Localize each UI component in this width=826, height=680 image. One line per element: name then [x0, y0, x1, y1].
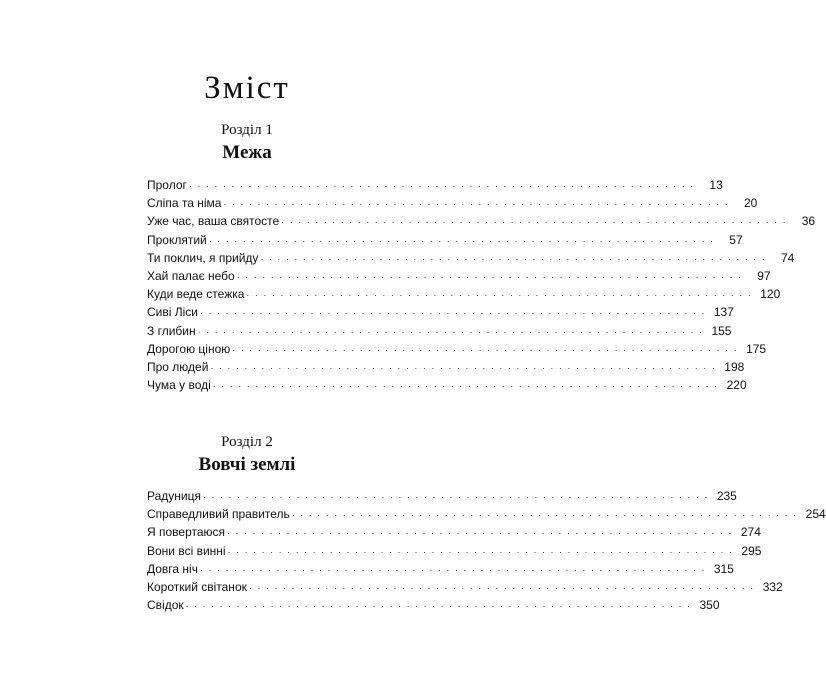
toc-entry-page: 198 — [724, 359, 745, 374]
toc-entry — [147, 231, 743, 249]
dot-leader: · · · · · · · · · · · · · · · · · · · · · · · · · · · · · · · · · · · · · · · · · · · · · · · · · · · · · · · · · · · · — [236, 271, 743, 282]
dot-leader: · · · · · · · · · · · · · · · · · · · · · · · · · · · · · · · · · · · · · · · · · · · · · · · · · · · · · · · · · · · · — [281, 217, 788, 228]
toc-entry — [147, 560, 734, 578]
dot-leader: · · · · · · · · · · · · · · · · · · · · · · · · · · · · · · · · · · · · · · · · · · · · · · · · · · · · · · · · · · · · — [223, 199, 730, 210]
toc-entry-page: 13 — [709, 178, 723, 192]
part-2-label: Розділ 2 — [221, 434, 273, 450]
toc-entry — [147, 267, 771, 285]
part-1-title: Межа — [222, 142, 272, 163]
toc-entry-title: Сліпа та німа — [147, 196, 222, 211]
toc-entry-page: 220 — [726, 378, 747, 393]
dot-leader: · · · · · · · · · · · · · · · · · · · · · · · · · · · · · · · · · · · · · · · · · · · · · · · · · · · · · · · · · · · · — [227, 546, 734, 557]
toc-entry-page: 97 — [757, 268, 771, 283]
toc-entry — [147, 322, 732, 340]
toc-entry-title: Дорогою ціною — [147, 341, 231, 356]
toc-entry-title: Радуниця — [147, 489, 201, 503]
dot-leader: · · · · · · · · · · · · · · · · · · · · · · · · · · · · · · · · · · · · · · · · · · · · · · · · · · · · · · · · · · · · — [199, 564, 706, 575]
toc-entry-page: 36 — [801, 214, 816, 229]
toc-entry-title: Вони всі винні — [147, 543, 226, 558]
dot-leader: · · · · · · · · · · · · · · · · · · · · · · · · · · · · · · · · · · · · · · · · · · · · · · · · · · · · · · · · · · · · — [212, 381, 719, 392]
toc-entry-title: Хай палає небо — [147, 268, 235, 283]
toc-entry-page: 254 — [805, 507, 826, 522]
toc-entry-title: Куди веде стежка — [147, 287, 245, 302]
dot-leader: · · · · · · · · · · · · · · · · · · · · · · · · · · · · · · · · · · · · · · · · · · · · · · · · · · · · · · · · · · · · — [232, 344, 739, 355]
toc-entry — [147, 194, 758, 212]
toc-entry — [147, 303, 734, 321]
toc-entry-title: Сиві Ліси — [147, 305, 198, 320]
toc-entry-page: 20 — [743, 196, 758, 211]
dot-leader: · · · · · · · · · · · · · · · · · · · · · · · · · · · · · · · · · · · · · · · · · · · · · · · · · · · · · · · · · · · · — [291, 510, 798, 521]
toc-entry — [147, 176, 723, 194]
toc-part-1 — [147, 176, 816, 394]
toc-entry-title: Про людей — [147, 359, 209, 374]
part-2-title: Вовчі землі — [198, 454, 296, 475]
toc-entry-page: 120 — [760, 287, 781, 302]
page-title: Зміст — [204, 70, 290, 107]
dot-leader: · · · · · · · · · · · · · · · · · · · · · · · · · · · · · · · · · · · · · · · · · · · · · · · · · · · · · · · · · · · · — [200, 308, 706, 319]
toc-entry-page: 295 — [741, 543, 762, 558]
toc-entry-page: 155 — [711, 323, 732, 338]
toc-entry-title: Ти поклич, я прийду — [147, 250, 259, 265]
toc-entry-page: 235 — [716, 489, 737, 503]
toc-entry-page: 350 — [699, 598, 720, 613]
toc-entry — [147, 212, 816, 230]
dot-leader: · · · · · · · · · · · · · · · · · · · · · · · · · · · · · · · · · · · · · · · · · · · · · · · · · · · · · · · · · · · · — [210, 362, 717, 373]
toc-entry-title: Уже час, ваша святосте — [147, 214, 280, 229]
toc-entry — [147, 505, 826, 523]
toc-entry — [147, 596, 720, 614]
toc-entry-title: Довга ніч — [147, 561, 198, 576]
toc-entry — [147, 358, 745, 376]
dot-leader: · · · · · · · · · · · · · · · · · · · · · · · · · · · · · · · · · · · · · · · · · · · · · · · · · · · · · · · · · · · · — [227, 528, 733, 539]
toc-entry-title: З глибин — [147, 323, 196, 338]
toc-entry — [147, 487, 737, 505]
toc-entry-page: 332 — [762, 579, 783, 594]
dot-leader: · · · · · · · · · · · · · · · · · · · · · · · · · · · · · · · · · · · · · · · · · · · · · · · · · · · · · · · · · · · · — [202, 492, 709, 502]
toc-entry-title: Проклятий — [147, 232, 207, 247]
toc-entry — [147, 249, 795, 267]
toc-entry-page: 137 — [713, 305, 734, 320]
toc-entry-page: 175 — [746, 341, 767, 356]
dot-leader: · · · · · · · · · · · · · · · · · · · · · · · · · · · · · · · · · · · · · · · · · · · · · · · · · · · · · · · · · · · · — [248, 582, 755, 593]
toc-entry — [147, 340, 767, 358]
toc-entry-page: 57 — [729, 232, 743, 247]
toc-entry-title: Чума у воді — [147, 378, 211, 393]
toc-entry — [147, 523, 761, 541]
toc-entry-title: Короткий світанок — [147, 579, 247, 594]
toc-entry-title: Справедливий правитель — [147, 507, 290, 522]
dot-leader: · · · · · · · · · · · · · · · · · · · · · · · · · · · · · · · · · · · · · · · · · · · · · · · · · · · · · · · · · · · · — [197, 326, 704, 337]
dot-leader: · · · · · · · · · · · · · · · · · · · · · · · · · · · · · · · · · · · · · · · · · · · · · · · · · · · · · · · · · · · · — [185, 601, 692, 612]
dot-leader: · · · · · · · · · · · · · · · · · · · · · · · · · · · · · · · · · · · · · · · · · · · · · · · · · · · · · · · · · · · · — [246, 290, 753, 301]
toc-entry — [147, 285, 781, 303]
toc-entry — [147, 542, 762, 560]
dot-leader: · · · · · · · · · · · · · · · · · · · · · · · · · · · · · · · · · · · · · · · · · · · · · · · · · · · · · · · · · · · · — [260, 253, 767, 264]
toc-entry-title: Пролог — [147, 178, 187, 192]
toc-entry-title: Свідок — [147, 598, 184, 613]
toc-entry — [147, 578, 783, 596]
toc-entry-page: 74 — [780, 250, 795, 265]
dot-leader: · · · · · · · · · · · · · · · · · · · · · · · · · · · · · · · · · · · · · · · · · · · · · · · · · · · · · · · · · · · · — [208, 235, 715, 246]
toc-part-2 — [147, 487, 826, 614]
toc-entry-page: 315 — [713, 561, 734, 576]
toc-entry-page: 274 — [740, 525, 761, 540]
toc-entry — [147, 376, 747, 394]
dot-leader: · · · · · · · · · · · · · · · · · · · · · · · · · · · · · · · · · · · · · · · · · · · · · · · · · · · · · · · · · · · · — [188, 181, 695, 191]
part-1-label: Розділ 1 — [221, 122, 273, 138]
toc-entry-title: Я повертаюся — [147, 525, 226, 540]
